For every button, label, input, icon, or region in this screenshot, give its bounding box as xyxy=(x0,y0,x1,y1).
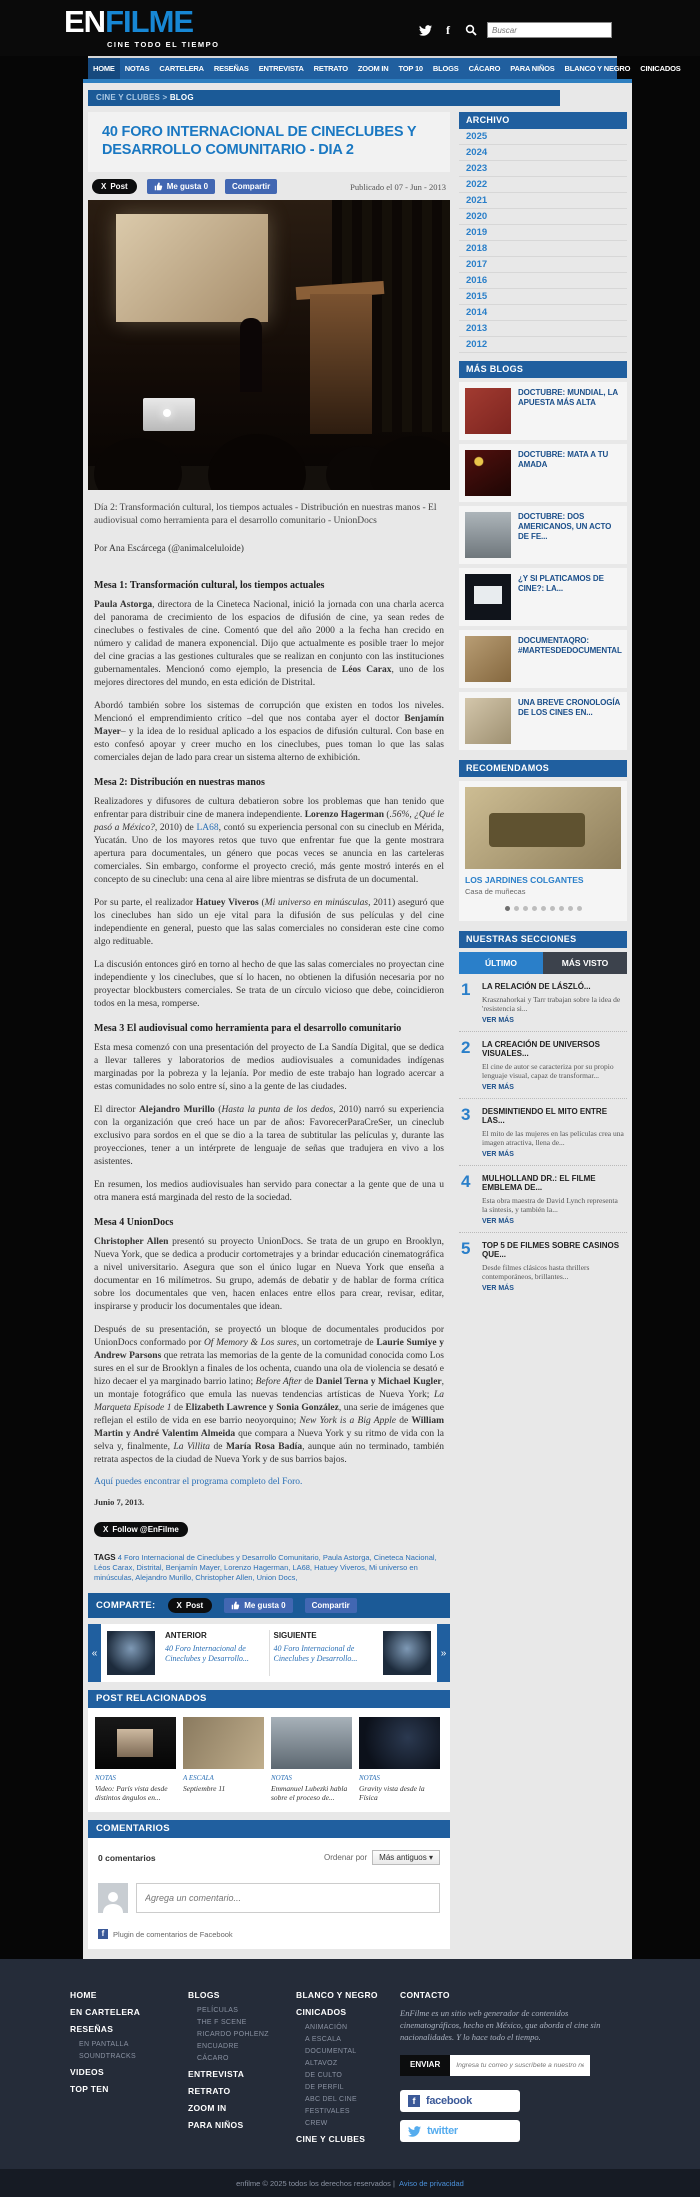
seccion-item xyxy=(459,1233,627,1299)
related-post-card[interactable] xyxy=(359,1717,440,1802)
like-label: Me gusta 0 xyxy=(166,182,209,191)
archivo-year[interactable]: 2012 xyxy=(459,337,627,353)
footer-about-text: EnFilme es un sitio web generador de contenidos cinematográficos, hecho en México, que aborda el cine sin nacionalidades. Y lo hace todo el tiempo. xyxy=(400,2008,601,2042)
related-category[interactable]: A ESCALA xyxy=(183,1774,214,1782)
nav-item-entrevista[interactable]: ENTREVISTA xyxy=(258,64,304,73)
twitter-button[interactable] xyxy=(400,2120,520,2142)
related-post-card[interactable] xyxy=(95,1717,176,1802)
comments-count: 0 comentarios xyxy=(98,1852,156,1863)
recomendamos-caption: Casa de muñecas xyxy=(465,887,526,896)
site-footer xyxy=(0,1959,700,2169)
recomendamos-card xyxy=(459,781,627,921)
archivo-year[interactable]: 2019 xyxy=(459,225,627,241)
blog-title[interactable]: DOCTUBRE: MATA A TU AMADA xyxy=(518,450,609,469)
footer-link[interactable]: CINICADOS xyxy=(296,2007,347,2017)
footer-link[interactable]: BLANCO Y NEGRO xyxy=(296,1990,378,2000)
carousel-dot[interactable] xyxy=(559,906,564,911)
twitter-wordmark: twitter xyxy=(427,2125,458,2137)
seccion-title[interactable]: DESMINTIENDO EL MITO ENTRE LAS... xyxy=(482,1106,608,1125)
tags-block xyxy=(94,1553,444,1583)
seccion-desc: El cine de autor se caracteriza por su propio lenguaje visual, capaz de transformar... xyxy=(482,1061,614,1080)
x-post-button[interactable]: X Post xyxy=(92,179,137,194)
recomendamos-header: RECOMENDAMOS xyxy=(459,760,627,777)
carousel-dot[interactable] xyxy=(541,906,546,911)
blog-title[interactable]: DOCTUBRE: MUNDIAL, LA APUESTA MÁS ALTA xyxy=(518,388,618,407)
ver-mas-link[interactable]: VER MÁS xyxy=(482,1150,514,1158)
logo-filme: FILME xyxy=(105,4,194,39)
section-heading: Mesa 3 El audiovisual como herramienta para el desarrollo comunitario xyxy=(94,1023,402,1034)
footer-sublink[interactable]: A ESCALA xyxy=(305,2036,342,2043)
carousel-dot[interactable] xyxy=(514,906,519,911)
prev-title[interactable]: 40 Foro Internacional de Cineclubes y Desarrollo... xyxy=(165,1644,249,1663)
comparte-like-label: Me gusta 0 xyxy=(244,1601,286,1610)
archivo-years xyxy=(459,129,627,353)
footer-link[interactable]: PARA NIÑOS xyxy=(188,2120,244,2130)
share-row xyxy=(92,179,446,194)
article-date: Junio 7, 2013. xyxy=(94,1497,145,1507)
nav-item-zoomin[interactable]: ZOOM IN xyxy=(357,64,389,73)
tab-mas-visto[interactable]: MÁS VISTO xyxy=(543,952,627,974)
archivo-year[interactable]: 2018 xyxy=(459,241,627,257)
photo-projection-screen xyxy=(116,214,268,322)
comparte-share-label: Compartir xyxy=(311,1601,350,1610)
nav-item-home[interactable]: HOME xyxy=(88,58,120,79)
footer-link[interactable]: ENTREVISTA xyxy=(188,2069,245,2079)
related-header: POST RELACIONADOS xyxy=(88,1690,450,1708)
archivo-year[interactable]: 2022 xyxy=(459,177,627,193)
seccion-desc: Krasznahorkai y Tarr trabajan sobre la idea de 'resistencia si... xyxy=(482,994,621,1013)
blog-title[interactable]: DOCUMENTAQRO: #MARTESDEDOCUMENTAL xyxy=(518,636,622,655)
search-input[interactable] xyxy=(487,22,612,38)
footer-sublink[interactable]: ALTAVOZ xyxy=(305,2060,338,2067)
blog-title[interactable]: DOCTUBRE: DOS AMERICANOS, UN ACTO DE FE... xyxy=(518,512,612,541)
content-wrapper xyxy=(83,83,632,1959)
comparte-like-button[interactable] xyxy=(224,1598,292,1613)
tags-links[interactable]: 4 Foro Internacional de Cineclubes y Desarrollo Comunitario, Paula Astorga, Cineteca Nacional, Léos Carax, Distrital, Benjamín Mayer, Lorenzo Hagerman, LA68, Hatuey Viveros, Mi universo en minúsculas, Alejandro Murillo, Christopher Allen, Union Docs, xyxy=(94,1553,437,1582)
article-paragraph: Abordó también sobre los sistemas de corrupción que existen en todos los niveles. Mencionó el emprendimiento crítico –del que nos contaba ayer el doctor Benjamín Mayer– y la idea de lo residual aplicado a los espacios de difusión cultural. Con base en esto confesó apoyar y creer mucho en los cineclubes, pues toman lo que las salas comerciales dejan de lado para crear un sistema alterno de exhibición. xyxy=(94,701,444,763)
nav-item-blancoynegro[interactable]: BLANCO Y NEGRO xyxy=(564,64,631,73)
facebook-wordmark: facebook xyxy=(426,2095,472,2107)
seccion-desc: El mito de las mujeres en las películas crea una imagen atractiva, llena de... xyxy=(482,1128,624,1147)
related-thumbnail-camera[interactable] xyxy=(95,1717,176,1769)
nav-item-resenas[interactable]: RESEÑAS xyxy=(213,64,249,73)
footer-link[interactable]: ZOOM IN xyxy=(188,2103,227,2113)
seccion-number: 4 xyxy=(461,1171,471,1191)
carousel-dots xyxy=(465,906,621,911)
blog-item[interactable] xyxy=(459,444,627,502)
section-heading: Mesa 1: Transformación cultural, los tiempos actuales xyxy=(94,580,325,591)
sidebar xyxy=(459,112,627,1949)
share-label: Compartir xyxy=(232,182,271,191)
seccion-title[interactable]: LA RELACIÓN DE LÁSZLÓ... xyxy=(482,982,591,991)
comparte-share-button[interactable] xyxy=(305,1598,357,1613)
archivo-year[interactable]: 2023 xyxy=(459,161,627,177)
article-photo xyxy=(88,200,450,490)
article-paragraph: Realizadores y difusores de cultura debatieron sobre los problemas que han tenido que enfrentar para distribuir cine de manera independiente. Lorenzo Hagerman (.56%, ¿Qué le pasó a México?, 2010) de LA68, contó su experiencia personal con su cineclub en Mérida, Yucatán. Uno de los mayores retos que tuvo que enfrentar fue que la gente mostrara apertura para documentales, un género que pocas veces se anuncia en las carteleras comerciales. Sin embargo, conforme el proyecto creció, más gente mostró interés en el concepto de su cineclub: una cena al aire libre mientras se disfruta de un documental. xyxy=(94,797,445,885)
article-paragraph: Por su parte, el realizador Hatuey Viveros (Mi universo en minúsculas, 2011) aseguró que los cineclubes han sido un eje vital para la difusión de sus películas y del cine independiente en general, puesto que las salas comerciales no consideran este cine como algo redituable. xyxy=(94,898,444,947)
archivo-year[interactable]: 2016 xyxy=(459,273,627,289)
article-paragraph: La discusión entonces giró en torno al hecho de que las salas comerciales no proyectan cine independiente y los cineclubes, que sí lo hacen, no obtienen la difusión necesaria por no proyectar blockbusters comerciales. Se trata de un círculo vicioso que debe, coincidieron todos en la mesa, romperse. xyxy=(94,960,444,1009)
seccion-title[interactable]: LA CREACIÓN DE UNIVERSOS VISUALES... xyxy=(482,1039,600,1058)
seccion-number: 2 xyxy=(461,1037,471,1057)
seccion-desc: Esta obra maestra de David Lynch representa la síntesis, y también la... xyxy=(482,1195,618,1214)
seccion-title[interactable]: TOP 5 DE FILMES SOBRE CASINOS QUE... xyxy=(482,1240,620,1259)
article-paragraph: El director Alejandro Murillo (Hasta la punta de los dedos, 2010) narró su experiencia con la organización que creó hace un par de años: FavorecerParaCreSer, un cineclub exclusivo para sordos en el que se dio a la tarea de subtitular las películas y, durante las proyecciones, tener a un intérprete de lenguaje de señas que tradujera en vivo a los asistentes. xyxy=(94,1105,445,1167)
carousel-dot[interactable] xyxy=(523,906,528,911)
site-header xyxy=(0,0,700,56)
footer-sublink[interactable]: ENCUADRE xyxy=(197,2043,239,2050)
article-paragraph: Christopher Allen presentó su proyecto UnionDocs. Se trata de un grupo en Brooklyn, Nueva York, que se dedica a producir cortometrajes y a brindar educación cinematográfica a nivel universitario. Asegura que son el único lugar en Nueva York que enseña a documentar en 16 milímetros. Su grupo, además de debatir y de hablar de forma crítica sobre los documentales que ven, hacen enlaces entre ellos para crear, revisar, editar, inspirarse y producir los documentales que idean. xyxy=(94,1237,444,1312)
next-thumbnail[interactable] xyxy=(383,1631,431,1675)
footer-contact-column xyxy=(400,1983,630,2151)
photo-laptop-logo xyxy=(163,409,171,417)
related-category[interactable]: NOTAS xyxy=(271,1774,292,1782)
comparte-x-post-button[interactable]: X Post xyxy=(168,1598,213,1613)
comment-input[interactable] xyxy=(136,1883,440,1913)
related-title[interactable]: Video: París vista desde distintos ángulos en... xyxy=(95,1784,168,1802)
archivo-year[interactable]: 2025 xyxy=(459,129,627,145)
footer-col-2 xyxy=(188,1983,296,2151)
logo-en: EN xyxy=(64,4,106,39)
ver-mas-link[interactable]: VER MÁS xyxy=(482,1016,514,1024)
blog-item[interactable] xyxy=(459,630,627,688)
recomendamos-title[interactable]: LOS JARDINES COLGANTES xyxy=(465,875,584,885)
copyright-text: enfilme © 2025 todos los derechos reservados | xyxy=(236,2178,395,2188)
archivo-year[interactable]: 2024 xyxy=(459,145,627,161)
footer-col-1 xyxy=(70,1983,188,2151)
seccion-number: 3 xyxy=(461,1104,471,1124)
seccion-desc: Desde filmes clásicos hasta thrillers contemporáneos, brillantes... xyxy=(482,1262,590,1281)
blog-item[interactable] xyxy=(459,506,627,564)
comments-box xyxy=(88,1838,450,1949)
next-arrow[interactable]: » xyxy=(437,1624,450,1682)
twitter-icon[interactable] xyxy=(418,23,432,37)
related-thumbnail-space[interactable] xyxy=(359,1717,440,1769)
footer-sublink[interactable]: DE CULTO xyxy=(305,2072,343,2079)
order-by-select[interactable]: Más antiguos ▾ xyxy=(372,1850,440,1865)
facebook-icon[interactable]: f xyxy=(446,22,450,37)
archivo-year[interactable]: 2020 xyxy=(459,209,627,225)
blog-item[interactable] xyxy=(459,568,627,626)
footer-link[interactable]: BLOGS xyxy=(188,1990,220,2000)
order-by-label: Ordenar por xyxy=(324,1853,368,1862)
related-posts xyxy=(88,1708,450,1812)
prev-next-box xyxy=(88,1624,450,1682)
mas-blogs-header: MÁS BLOGS xyxy=(459,361,627,378)
breadcrumb-section[interactable]: CINE Y CLUBES > xyxy=(96,93,168,102)
footer-sublink[interactable]: PELÍCULAS xyxy=(197,2007,239,2014)
nav-item-top10[interactable]: TOP 10 xyxy=(398,64,423,73)
article-paragraph: Paula Astorga, directora de la Cineteca Nacional, inició la jornada con una charla acerca del panorama de crecimiento de los espacios de difusión de cine, ya sean redes de cineclubes o festivales de cine. Comentó que del año 2000 a la fecha han crecido en número y calidad de manera exponencial. Dijo que actualmente es posible traer lo mejor del cine gracias a las gestiones culturales que se realizan en conjunto con las instituciones gubernamentales. Mencionó como ejemplo, la presencia de Léos Carax, uno de los mejores directores del mundo, en esta edición de Distrital. xyxy=(94,600,445,688)
search-icon[interactable] xyxy=(464,23,478,37)
tab-ultimo[interactable]: ÚLTIMO xyxy=(459,952,543,974)
footer-link[interactable]: CINE Y CLUBES xyxy=(296,2134,366,2144)
article-column xyxy=(88,112,450,1949)
footer-link[interactable]: RETRATO xyxy=(188,2086,231,2096)
like-button[interactable] xyxy=(147,179,215,194)
related-title[interactable]: Septiembre 11 xyxy=(183,1784,226,1793)
facebook-plugin-icon: f xyxy=(98,1929,108,1939)
footer-sublink[interactable]: ANIMACIÓN xyxy=(305,2024,348,2031)
site-tagline: CINE TODO EL TIEMPO xyxy=(107,40,220,49)
blog-title[interactable]: UNA BREVE CRONOLOGÍA DE LOS CINES EN... xyxy=(518,698,620,717)
thumb-up-icon xyxy=(154,182,163,191)
nav-item-notas[interactable]: NOTAS xyxy=(124,64,150,73)
carousel-dot[interactable] xyxy=(568,906,573,911)
related-title[interactable]: Gravity vista desde la Física xyxy=(359,1784,425,1802)
privacy-link[interactable]: Aviso de privacidad xyxy=(398,2178,464,2188)
related-thumbnail-winter[interactable] xyxy=(271,1717,352,1769)
photo-audience-head xyxy=(208,434,306,490)
footer-link[interactable]: HOME xyxy=(70,1990,97,2000)
archivo-year[interactable]: 2013 xyxy=(459,321,627,337)
footer-sublink[interactable]: DOCUMENTAL xyxy=(305,2048,357,2055)
footer-link[interactable]: TOP TEN xyxy=(70,2084,109,2094)
comparte-bar xyxy=(88,1593,450,1618)
archivo-year[interactable]: 2021 xyxy=(459,193,627,209)
footer-sublink[interactable]: ABC DEL CINE xyxy=(305,2096,357,2103)
secciones-header: NUESTRAS SECCIONES xyxy=(459,931,627,948)
contacto-header: CONTACTO xyxy=(400,1990,450,2000)
follow-button[interactable]: X Follow @EnFilme xyxy=(94,1522,188,1537)
carousel-dot[interactable] xyxy=(550,906,555,911)
photo-speaker-silhouette xyxy=(240,318,262,392)
related-title[interactable]: Emmanuel Lubezki habla sobre el proceso de... xyxy=(271,1784,348,1802)
facebook-plugin-label[interactable]: Plugin de comentarios de Facebook xyxy=(113,1929,233,1939)
article-body xyxy=(88,554,450,1467)
seccion-item xyxy=(459,1166,627,1233)
article-paragraph: Después de su presentación, se proyectó un bloque de documentales producidos por UnionDocs conformado por Of Memory & Los sures, un cortometraje de Laurie Sumiye y Andrew Parsons que retrata las memorias de la gente de la comunidad conocida como Los sures en el sur de Brooklyn a finales de los ochenta, cuando una ola de violencia se desató e hizo decaer el ya marginado barrio latino; Before After de Daniel Terna y Michael Kugler, un montaje fotográfico que emula las nuevas tendencias artísticas de Nueva York; La Marqueta Episode 1 de Elizabeth Lawrence y Sonia González, una serie de imágenes que reflejan el estilo de vida en ese barrio neoyorquino; New York is a Big Apple de William Martin y André Valentim Almeida que compara a Nueva York y su ritmo de vida con la selva y, finalmente, La Villita de María Rosa Badía, aunque aún no terminado, también retrata aspectos de la ciudad de Nueva York y de sus barrios bajos. xyxy=(94,1325,445,1465)
photo-audience-head xyxy=(370,436,450,490)
blog-title[interactable]: ¿Y SI PLATICAMOS DE CINE?: LA... xyxy=(518,574,604,593)
blog-item[interactable] xyxy=(459,692,627,750)
archivo-year[interactable]: 2014 xyxy=(459,305,627,321)
photo-caption: Día 2: Transformación cultural, los tiempos actuales - Distribución en nuestras manos - El audiovisual como herramienta para el desarrollo comunitario - UnionDocs xyxy=(94,503,437,526)
footer-sublink[interactable]: THE F SCENE xyxy=(197,2019,247,2026)
footer-link[interactable]: VIDEOS xyxy=(70,2067,104,2077)
article-paragraph: En resumen, los medios audiovisuales han servido para conectar a la gente que de una u otra manera está marginada del resto de la sociedad. xyxy=(94,1180,444,1203)
prev-thumbnail[interactable] xyxy=(107,1631,155,1675)
next-label: SIGUIENTE xyxy=(273,1631,317,1640)
carousel-dot[interactable] xyxy=(505,906,510,911)
facebook-button[interactable] xyxy=(400,2090,520,2112)
article-title-box xyxy=(88,112,450,172)
ver-mas-link[interactable]: VER MÁS xyxy=(482,1284,514,1292)
comments-header: COMENTARIOS xyxy=(88,1820,450,1838)
seccion-item xyxy=(459,974,627,1032)
avatar xyxy=(98,1883,128,1913)
nav-item-paraninos[interactable]: PARA NIÑOS xyxy=(510,64,555,73)
comparte-x-label: Post xyxy=(185,1601,204,1610)
blog-thumbnail[interactable] xyxy=(465,450,511,496)
footer-sublink[interactable]: EN PANTALLA xyxy=(79,2041,129,2048)
archivo-header: ARCHIVO xyxy=(459,112,627,129)
footer-sublink[interactable]: RICARDO POHLENZ xyxy=(197,2031,269,2038)
published-date: Publicado el 07 - Jun - 2013 xyxy=(350,181,446,192)
site-logo[interactable] xyxy=(64,4,194,39)
nav-item-cacaro[interactable]: CÁCARO xyxy=(468,64,501,73)
section-heading: Mesa 2: Distribución en nuestras manos xyxy=(94,777,265,788)
footer-sublink[interactable]: SOUNDTRACKS xyxy=(79,2053,136,2060)
seccion-number: 5 xyxy=(461,1238,471,1258)
blog-thumbnail[interactable] xyxy=(465,698,511,744)
seccion-number: 1 xyxy=(461,980,471,999)
program-link[interactable]: Aquí puedes encontrar el programa completo del Foro. xyxy=(94,1477,303,1487)
blog-thumbnail[interactable] xyxy=(465,636,511,682)
footer-link[interactable]: EN CARTELERA xyxy=(70,2007,141,2017)
related-thumbnail-room[interactable] xyxy=(183,1717,264,1769)
secciones-tabs xyxy=(459,952,627,974)
recomendamos-image[interactable] xyxy=(465,787,621,869)
nav-item-cinicados[interactable]: CINICADOS xyxy=(640,64,681,73)
photo-lectern xyxy=(310,294,372,434)
footer-sublink[interactable]: CREW xyxy=(305,2120,328,2127)
blog-thumbnail[interactable] xyxy=(465,388,511,434)
comparte-label: COMPARTE: xyxy=(96,1600,156,1611)
blog-thumbnail[interactable] xyxy=(465,512,511,558)
x-post-label: Post xyxy=(110,182,128,191)
blog-thumbnail[interactable] xyxy=(465,574,511,620)
related-category[interactable]: NOTAS xyxy=(95,1774,116,1782)
footer-sublink[interactable]: DE PERFIL xyxy=(305,2084,344,2091)
facebook-icon: f xyxy=(408,2095,420,2107)
footer-sublink[interactable]: FESTIVALES xyxy=(305,2108,350,2115)
carousel-dot[interactable] xyxy=(532,906,537,911)
breadcrumb-page: BLOG xyxy=(169,93,194,102)
breadcrumb[interactable] xyxy=(88,90,560,106)
prev-label: ANTERIOR xyxy=(165,1631,207,1640)
carousel-dot[interactable] xyxy=(577,906,582,911)
ver-mas-link[interactable]: VER MÁS xyxy=(482,1217,514,1225)
photo-audience-head xyxy=(94,438,182,490)
section-heading: Mesa 4 UnionDocs xyxy=(94,1217,174,1228)
thumb-up-icon xyxy=(231,1601,240,1610)
related-post-card[interactable] xyxy=(183,1717,264,1802)
prev-arrow[interactable]: « xyxy=(88,1624,101,1682)
seccion-item xyxy=(459,1032,627,1099)
article-byline: Por Ana Escárcega (@animalceluloide) xyxy=(94,544,244,554)
share-button[interactable] xyxy=(225,179,277,194)
article-paragraph: Esta mesa comenzó con una presentación del proyecto de La Sandía Digital, que se dedica a llevar talleres y laboratorios de medios audiovisuales a comunidades indígenas marginadas por la pobreza y la lejanía. Por medio de este trabajo han logrado acercar a estas comunidades no solo entre sí, sino a la gente de las ciudades. xyxy=(94,1043,444,1092)
related-category[interactable]: NOTAS xyxy=(359,1774,380,1782)
ver-mas-link[interactable]: VER MÁS xyxy=(482,1083,514,1091)
follow-label: Follow @EnFilme xyxy=(112,1525,179,1534)
main-nav xyxy=(88,56,681,79)
archivo-year[interactable]: 2015 xyxy=(459,289,627,305)
tags-label: TAGS xyxy=(94,1553,116,1562)
seccion-item xyxy=(459,1099,627,1166)
archivo-year[interactable]: 2017 xyxy=(459,257,627,273)
blog-item[interactable] xyxy=(459,382,627,440)
footer-sublink[interactable]: CÁCARO xyxy=(197,2055,229,2062)
nav-item-blogs[interactable]: BLOGS xyxy=(432,64,459,73)
enviar-button[interactable]: ENVIAR xyxy=(400,2055,450,2076)
related-post-card[interactable] xyxy=(271,1717,352,1802)
page-title: 40 FORO INTERNACIONAL DE CINECLUBES Y DESARROLLO COMUNITARIO - DIA 2 xyxy=(102,124,417,158)
footer-col-3 xyxy=(296,1983,400,2151)
bottom-bar xyxy=(0,2169,700,2197)
newsletter-input[interactable] xyxy=(450,2055,590,2076)
next-title[interactable]: 40 Foro Internacional de Cineclubes y Desarrollo... xyxy=(273,1644,358,1663)
twitter-icon xyxy=(408,2126,421,2137)
footer-link[interactable]: RESEÑAS xyxy=(70,2024,114,2034)
seccion-title[interactable]: MULHOLLAND DR.: EL FILME EMBLEMA DE... xyxy=(482,1173,596,1192)
nav-item-retrato[interactable]: RETRATO xyxy=(313,64,348,73)
nav-item-cartelera[interactable]: CARTELERA xyxy=(159,64,204,73)
